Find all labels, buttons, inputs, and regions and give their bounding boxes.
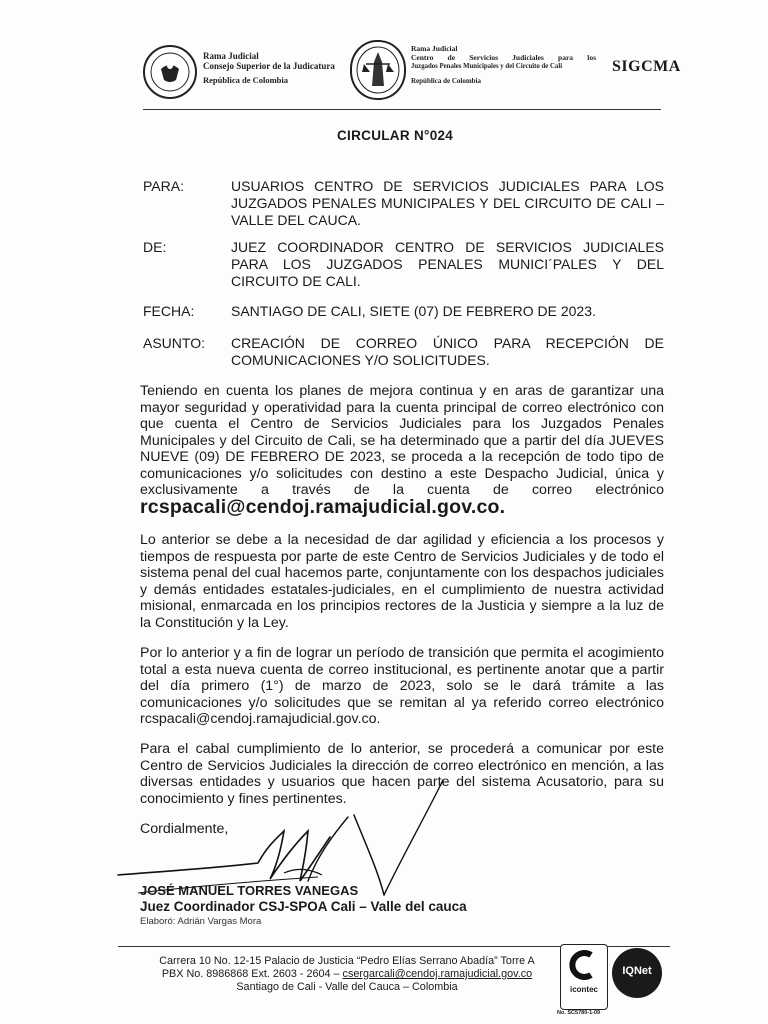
signer-name: JOSÉ MANUEL TORRES VANEGAS bbox=[140, 883, 359, 898]
footer-line-2 bbox=[137, 968, 557, 981]
fecha-value: SANTIAGO DE CALI, SIETE (07) DE FEBRERO DE 2023. bbox=[231, 303, 596, 319]
header-block1-line3: República de Colombia bbox=[203, 75, 289, 85]
email-line bbox=[140, 496, 505, 519]
header-block2-line4: República de Colombia bbox=[411, 77, 482, 85]
header-block2-line2: Centro de Servicios Judiciales para los bbox=[411, 53, 596, 62]
circular-title: CIRCULAR N°024 bbox=[337, 128, 454, 143]
de-label: DE: bbox=[143, 239, 167, 255]
consejo-superior-seal-logo bbox=[143, 45, 197, 99]
header-block-consejo bbox=[203, 51, 348, 85]
para-label: PARA: bbox=[143, 178, 184, 194]
fecha-label: FECHA: bbox=[143, 303, 195, 319]
body-paragraph-4: Para el cabal cumplimiento de lo anterior, se procederá a comunicar por este Centro de Servicios Judiciales la dirección de correo electrónico en mención, a las diversas entidades y usuarios que hacen parte del sistema Acusatorio, para su conocimiento y fines pertinentes. bbox=[140, 741, 664, 807]
prepared-by: Elaboró: Adrián Vargas Mora bbox=[140, 916, 262, 927]
signer-role: Juez Coordinador CSJ-SPOA Cali – Valle del cauca bbox=[140, 899, 467, 914]
header-block1-line1: Rama Judicial bbox=[203, 51, 259, 61]
header-block1-line2: Consejo Superior de la Judicatura bbox=[203, 61, 335, 71]
sigcma-label: SIGCMA bbox=[612, 58, 681, 75]
footer-email-link[interactable]: csergarcali@cendoj.ramajudicial.gov.co bbox=[342, 968, 533, 980]
primary-email: rcspacali@cendoj.ramajudicial.gov.co bbox=[140, 496, 500, 518]
email-period: . bbox=[499, 496, 506, 518]
icontec-certification-badge bbox=[560, 944, 608, 1010]
asunto-value: CREACIÓN DE CORREO ÚNICO PARA RECEPCIÓN DE COMUNICACIONES Y/O SOLICITUDES. bbox=[231, 335, 664, 368]
body-paragraph-3: Por lo anterior y a fin de lograr un período de transición que permita el acogimiento total a esta nueva cuenta de correo institucional, es pertinente anotar que a partir del día primero (1°) de marzo de 2023, solo se le dará trámite a las comunicaciones y/o solicitudes que se remitan al ya referido correo electrónico rcspacali@cendoj.ramajudicial.gov.co. bbox=[140, 645, 664, 727]
para-value: USUARIOS CENTRO DE SERVICIOS JUDICIALES PARA LOS JUZGADOS PENALES MUNICIPALES Y DEL CIRCUITO DE CALI – VALLE DEL CAUCA. bbox=[231, 178, 664, 228]
body-paragraph-1: Teniendo en cuenta los planes de mejora continua y en aras de garantizar una mayor seguridad y operatividad para la cuenta principal de correo electrónico con que cuenta el Centro de Servicios Judiciales para los Juzgados Penales Municipales y del Circuito de Cali, se ha determinado que a partir del día JUEVES NUEVE (09) DE FEBRERO DE 2023, se proceda a la recepción de todo tipo de comunicaciones y/o solicitudes con destino a este Despacho Judicial, única y exclusivamente a través de la cuenta de correo electrónico bbox=[140, 383, 664, 498]
iqnet-label: IQNet bbox=[622, 965, 652, 977]
header-divider bbox=[143, 109, 661, 110]
icontec-label: icontec bbox=[569, 985, 598, 994]
iqnet-certification-badge bbox=[612, 948, 662, 998]
footer-phone: PBX No. 8986868 Ext. 2603 - 2604 – bbox=[161, 968, 343, 980]
footer-address bbox=[137, 955, 557, 994]
icontec-logo-icon bbox=[561, 945, 607, 985]
icontec-cert-number: No. SC5780-1-09 bbox=[557, 1010, 601, 1016]
body-paragraph-2: Lo anterior se debe a la necesidad de dar agilidad y eficiencia a los procesos y tiempos de respuesta por parte de este Centro de Servicios Judiciales y de todo el sistema penal del cual hacemos parte, conjuntamente con los despachos judiciales y demás entidades estatales-judiciales, en el cumplimiento de nuestra actividad misional, enmarcada en los principios rectores de la Justicia y siempre a la luz de la Constitución y la Ley. bbox=[140, 532, 664, 631]
centro-servicios-seal-logo bbox=[350, 40, 406, 100]
salutation: Cordialmente, bbox=[140, 821, 229, 837]
header-block-centro bbox=[411, 44, 596, 86]
de-value: JUEZ COORDINADOR CENTRO DE SERVICIOS JUDICIALES PARA LOS JUZGADOS PENALES MUNICI´PALES Y DEL CIRCUITO DE CALI. bbox=[231, 239, 664, 289]
header-block2-line1: Rama Judicial bbox=[411, 44, 458, 53]
header-block2-line3: Juzgados Penales Municipales y del Circuito de Cali bbox=[411, 63, 563, 70]
asunto-label: ASUNTO: bbox=[143, 335, 205, 351]
footer-line-1: Carrera 10 No. 12-15 Palacio de Justicia “Pedro Elías Serrano Abadía” Torre A bbox=[159, 955, 535, 967]
footer-line-3: Santiago de Cali - Valle del Cauca – Colombia bbox=[236, 981, 458, 993]
